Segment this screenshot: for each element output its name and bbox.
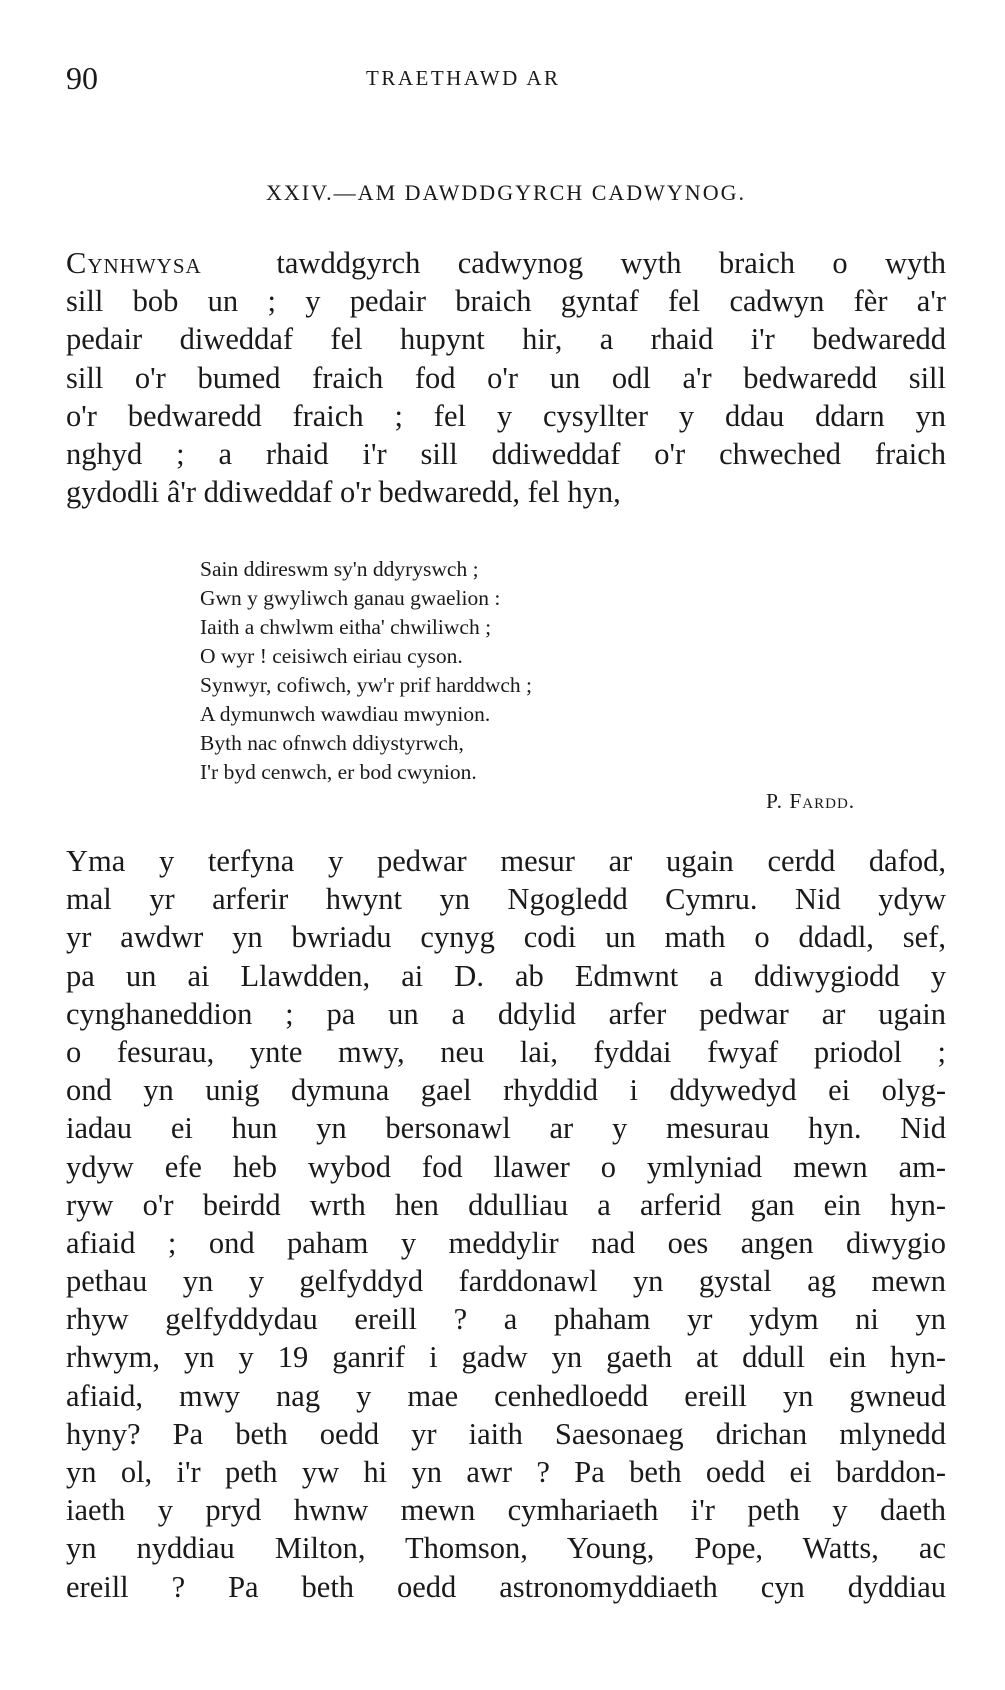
poem-line: O wyr ! ceisiwch eiriau cyson. bbox=[200, 644, 463, 668]
paragraph-line: pedair diweddaf fel hupynt hir, a rhaid i'r bedwaredd bbox=[66, 322, 946, 357]
poem-attribution: P. Fardd. bbox=[766, 789, 856, 813]
paragraph-line: mal yr arferir hwynt yn Ngogledd Cymru. Nid ydyw bbox=[66, 882, 946, 917]
poem-line: A dymunwch wawdiau mwynion. bbox=[200, 702, 491, 726]
paragraph-line: rhyw gelfyddydau ereill ? a phaham yr ydym ni yn bbox=[66, 1302, 946, 1337]
paragraph-line: pethau yn y gelfyddyd farddonawl yn gystal ag mewn bbox=[66, 1264, 946, 1299]
lead-word: Cynhwysa bbox=[66, 246, 202, 280]
running-title: TRAETHAWD AR bbox=[366, 66, 561, 90]
poem-line: Synwyr, cofiwch, yw'r prif harddwch ; bbox=[200, 673, 533, 697]
paragraph-line: yn nyddiau Milton, Thomson, Young, Pope, Watts, ac bbox=[66, 1531, 946, 1566]
page-number: 90 bbox=[66, 60, 98, 96]
poem-line: Byth nac ofnwch ddiystyrwch, bbox=[200, 731, 464, 755]
paragraph-line: iadau ei hun yn bersonawl ar y mesurau hyn. Nid bbox=[66, 1111, 946, 1146]
poem-line: I'r byd cenwch, er bod cwynion. bbox=[200, 760, 477, 784]
paragraph-line: hyny? Pa beth oedd yr iaith Saesonaeg drichan mlynedd bbox=[66, 1416, 946, 1451]
paragraph-line: Yma y terfyna y pedwar mesur ar ugain cerdd dafod, bbox=[66, 844, 946, 878]
paragraph-line bbox=[66, 244, 946, 282]
paragraph-line: yr awdwr yn bwriadu cynyg codi un math o ddadl, sef, bbox=[66, 920, 946, 955]
paragraph-line: sill bob un ; y pedair braich gyntaf fel cadwyn fèr a'r bbox=[66, 284, 946, 319]
paragraph-line: ryw o'r beirdd wrth hen ddulliau a arferid gan ein hyn- bbox=[66, 1187, 946, 1222]
paragraph-line: cynghaneddion ; pa un a ddylid arfer pedwar ar ugain bbox=[66, 996, 946, 1031]
paragraph-1 bbox=[66, 244, 946, 511]
poem-block bbox=[200, 555, 920, 787]
paragraph-line: o'r bedwaredd fraich ; fel y cysyllter y ddau ddarn yn bbox=[66, 398, 946, 433]
paragraph-line: yn ol, i'r peth yw hi yn awr ? Pa beth oedd ei barddon- bbox=[66, 1455, 946, 1489]
paragraph-line: iaeth y pryd hwnw mewn cymhariaeth i'r peth y daeth bbox=[66, 1493, 946, 1528]
paragraph-line: ydyw efe heb wybod fod llawer o ymlyniad mewn am- bbox=[66, 1149, 946, 1184]
paragraph-line: afiaid ; ond paham y meddylir nad oes angen diwygio bbox=[66, 1225, 946, 1260]
poem-line: Sain ddireswm sy'n ddyryswch ; bbox=[200, 557, 479, 581]
running-head bbox=[66, 58, 946, 98]
paragraph-line: ereill ? Pa beth oedd astronomyddiaeth cyn dyddiau bbox=[66, 1569, 946, 1604]
paragraph-line: ond yn unig dymuna gael rhyddid i ddywedyd ei olyg- bbox=[66, 1073, 946, 1108]
paragraph-2 bbox=[66, 842, 946, 1606]
paragraph-line: pa un ai Llawdden, ai D. ab Edmwnt a ddiwygiodd y bbox=[66, 958, 946, 993]
paragraph-line: afiaid, mwy nag y mae cenhedloedd ereill yn gwneud bbox=[66, 1378, 946, 1413]
poem-line: Iaith a chwlwm eitha' chwiliwch ; bbox=[200, 615, 492, 639]
paragraph-line: o fesurau, ynte mwy, neu lai, fyddai fwyaf priodol ; bbox=[66, 1034, 946, 1069]
paragraph-line: sill o'r bumed fraich fod o'r un odl a'r bedwaredd sill bbox=[66, 360, 946, 395]
paragraph-line: rhwym, yn y 19 ganrif i gadw yn gaeth at ddull ein hyn- bbox=[66, 1340, 946, 1375]
paragraph-line: nghyd ; a rhaid i'r sill ddiweddaf o'r chweched fraich bbox=[66, 436, 946, 471]
paragraph-line: gydodli â'r ddiweddaf o'r bedwaredd, fel hyn, bbox=[66, 475, 621, 510]
section-heading: XXIV.—AM DAWDDGYRCH CADWYNOG. bbox=[266, 180, 746, 205]
poem-line: Gwn y gwyliwch ganau gwaelion : bbox=[200, 586, 501, 610]
paragraph-line-text: tawddgyrch cadwynog wyth braich o wyth bbox=[276, 246, 947, 280]
